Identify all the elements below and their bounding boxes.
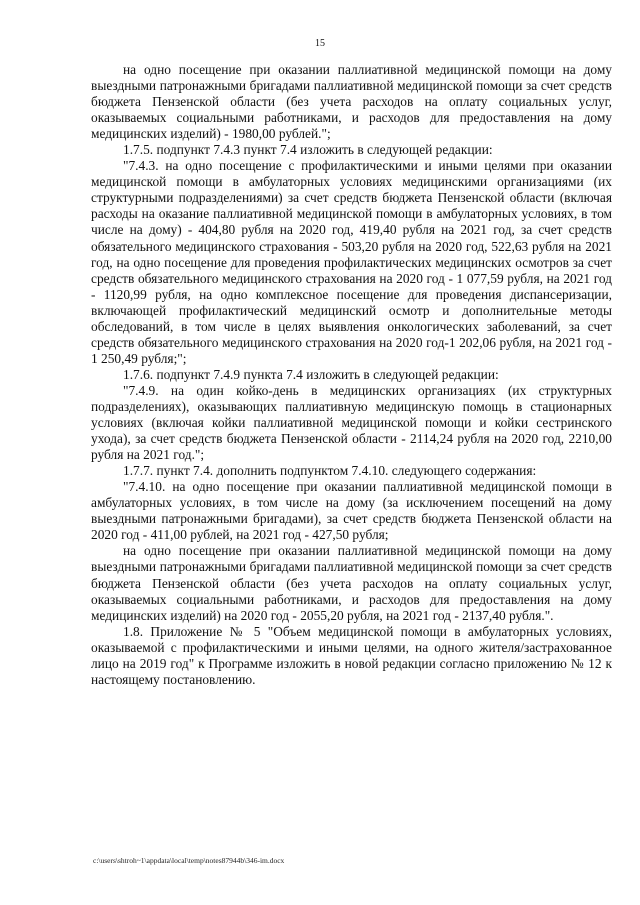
paragraph: 1.7.6. подпункт 7.4.9 пункта 7.4 изложить в следующей редакции: (123, 366, 499, 382)
paragraph: 1.7.5. подпункт 7.4.3 пункт 7.4 изложить в следующей редакции: (123, 142, 493, 158)
paragraph: на одно посещение при оказании паллиативной медицинской помощи на дому выездными патронажными бригадами паллиативной медицинской помощи за счет средств бюджета Пензенской области (без учета расходов на оплату социальных услуг, оказываемых социальными работниками, и расходов для предоставления на дому медицинских изделий) на 2020 год - 2055,20 рубля, на 2021 год - 2137,40 рубля.". (91, 543, 612, 623)
paragraph: "7.4.3. на одно посещение с профилактическими и иными целями при оказании медицинской помощи в амбулаторных условиях медицинскими организациями (их структурными подразделениями) за счет средств бюджета Пензенской области (включая расходы на оказание паллиативной медицинской помощи в амбулаторных условиях, в том числе на дому) - 404,80 рубля на 2020 год, 419,40 рубля на 2021 год, за счет средств обязательного медицинского страхования - 503,20 рубля на 2020 год, 522,63 рубля на 2021 год, на одно посещение для проведения профилактических медицинских осмотров за счет средств обязательного медицинского страхования на 2020 год - 1 077,59 рубля, на 2021 год - 1120,99 рубля, на одно комплексное посещение для проведения диспансеризации, включающей профилактический медицинский осмотр и дополнительные методы обследований, в том числе в целях выявления онкологических заболеваний, за счет средств обязательного медицинского страхования на 2020 год-1 202,06 рубля, на 2021 год - 1 250,49 рубля;"; (91, 158, 612, 366)
paragraph: "7.4.9. на один койко-день в медицинских организациях (их структурных подразделениях), оказывающих паллиативную медицинскую помощь в стационарных условиях (включая койки паллиативной медицинской помощи и койки сестринского ухода), за счет средств бюджета Пензенской области - 2114,24 рубля на 2020 год, 2210,00 рубля на 2021 год."; (91, 382, 612, 463)
paragraph: "7.4.10. на одно посещение при оказании паллиативной медицинской помощи в амбулаторных условиях, в том числе на дому (за исключением посещений на дому выездными патронажными бригадами), за счет средств бюджета Пензенской области на 2020 год - 411,00 рублей, на 2021 год - 427,50 рубля; (91, 479, 612, 543)
paragraph: 1.8. Приложение № 5 "Объем медицинской помощи в амбулаторных условиях, оказываемой с профилактическими и иными целями, на одного жителя/застрахованное лицо на 2019 год" к Программе изложить в новой редакции согласно приложению № 12 к настоящему постановлению. (91, 623, 612, 687)
footer-file-path: c:\users\shtroh~1\appdata\local\temp\notes87944b\346-im.docx (93, 856, 285, 865)
page-number: 15 (315, 38, 325, 49)
paragraph: 1.7.7. пункт 7.4. дополнить подпунктом 7.4.10. следующего содержания: (123, 463, 537, 479)
paragraph: на одно посещение при оказании паллиативной медицинской помощи на дому выездными патронажными бригадами паллиативной медицинской помощи за счет средств бюджета Пензенской области (без учета расходов на оплату социальных услуг, оказываемых социальными работниками, и расходов для предоставления на дому медицинских изделий) - 1980,00 рублей."; (91, 62, 612, 142)
document-body (91, 62, 612, 688)
